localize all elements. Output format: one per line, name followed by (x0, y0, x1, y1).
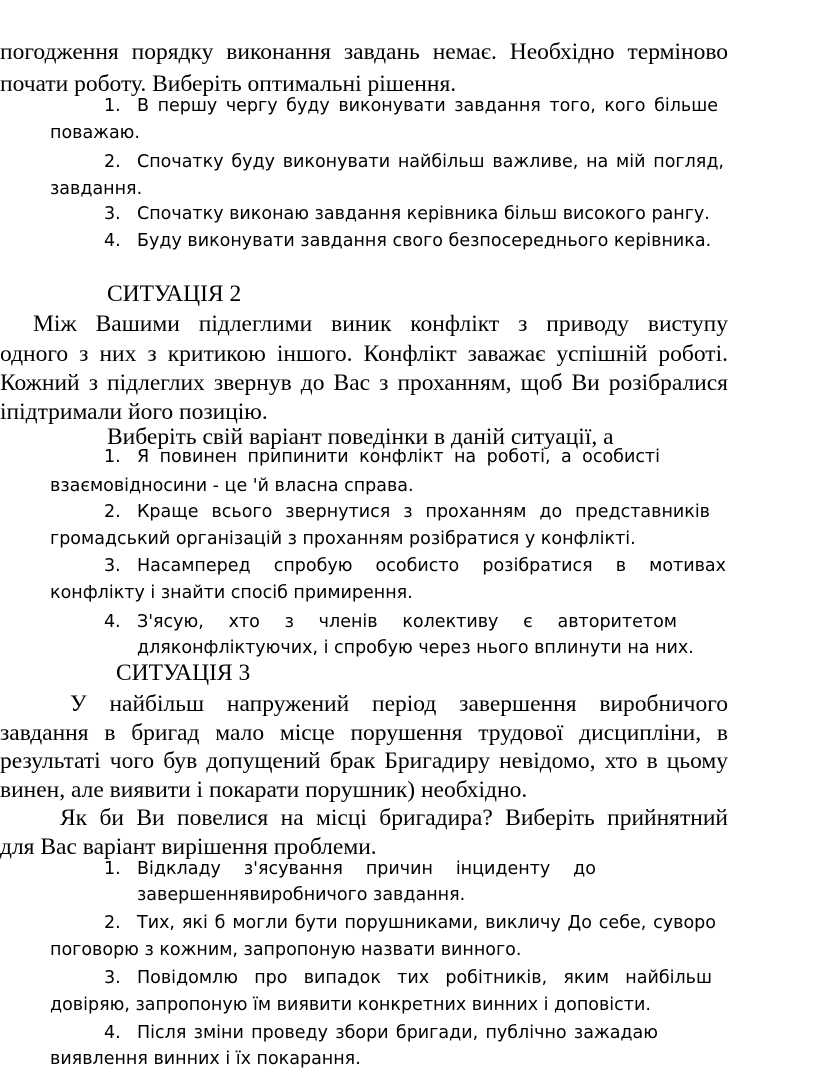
option-text: Тих, які б могли бути порушниками, викличу До себе, суворо (137, 913, 716, 933)
situation-2-heading: СИТУАЦІЯ 2 (107, 281, 242, 307)
s2-option-2 (104, 499, 710, 526)
s2-option-3 (104, 553, 726, 580)
option-text: З'ясую, хто з членів колективу є авторитетом (137, 612, 677, 632)
option-number: 1. (104, 859, 121, 879)
s3-question-line-1: Як би Ви повелися на місці бригадира? Виберіть прийнятний (60, 805, 728, 831)
intro-line-1: погодження порядку виконання завдань немає. Необхідно терміново (0, 39, 728, 65)
option-number: 3. (104, 204, 121, 224)
s2-option-1 (104, 444, 660, 471)
s2-option-2-cont: громадський організацій з проханням розібратися у конфлікті. (50, 529, 636, 549)
s1-option-3 (104, 201, 710, 228)
s3-option-4 (104, 1020, 658, 1047)
s2-option-3-cont: конфлікту і знайти спосіб примирення. (50, 583, 413, 603)
s3-option-3-cont: довіряю, запропоную їм виявити конкретних винних і доповісти. (50, 995, 651, 1015)
s2-prompt: Виберіть свій варіант поведінки в даній ситуації, а (107, 424, 614, 450)
option-number: 2. (104, 502, 121, 522)
option-number: 4. (104, 1023, 121, 1043)
s2-para-line-4: іпідтримали його позицію. (0, 399, 268, 425)
s3-option-3 (104, 965, 712, 992)
s3-option-2-cont: поговорю з кожним, запропоную назвати винного. (50, 940, 522, 960)
s3-option-1 (104, 856, 596, 883)
option-text: В першу чергу буду виконувати завдання того, кого більше (137, 96, 718, 116)
s2-para-line-2: одного з них з критикою іншого. Конфлікт заважає успішній роботі. (0, 341, 728, 367)
s3-para-line-2: завдання в бригад мало місце порушення трудової дисципліни, в (0, 720, 728, 746)
s1-option-1-cont: поважаю. (50, 123, 140, 143)
s1-option-2 (104, 149, 724, 176)
option-text: Буду виконувати завдання свого безпосереднього керівника. (137, 231, 712, 251)
option-text: Після зміни проведу збори бригади, публічно зажадаю (137, 1023, 658, 1043)
s3-para-line-3: результаті чого був допущений брак Бригадиру невідомо, хто в цьому (0, 748, 728, 774)
option-text: Повідомлю про випадок тих робітників, яким найбільш (137, 968, 712, 988)
situation-3-heading: СИТУАЦІЯ 3 (116, 660, 251, 686)
option-number: 2. (104, 152, 121, 172)
s2-para-line-1: Між Вашими підлеглими виник конфлікт з приводу виступу (33, 311, 728, 337)
option-number: 3. (104, 556, 121, 576)
option-number: 1. (104, 447, 121, 467)
option-text: Відкладу з'ясування причин інциденту до (137, 859, 596, 879)
option-text: Краще всього звернутися з проханням до представників (137, 502, 710, 522)
s2-option-1-cont: взаємовідносини - це 'й власна справа. (50, 476, 414, 496)
s3-option-4-cont: виявлення винних і їх покарання. (50, 1049, 361, 1069)
s1-option-2-cont: завдання. (50, 179, 143, 199)
s3-para-line-4: винен, але виявити і покарати порушник) необхідно. (0, 777, 528, 803)
option-text: Я повинен припинити конфлікт на роботі, а особисті (137, 447, 660, 467)
option-number: 4. (104, 231, 121, 251)
intro-line-2: почати роботу. Виберіть оптимальні рішення. (0, 71, 457, 97)
s3-question-line-2: для Вас варіант вирішення проблеми. (0, 834, 377, 860)
option-number: 2. (104, 913, 121, 933)
s3-para-line-1: У найбільш напружений період завершення виробничого (70, 691, 728, 717)
s2-option-4 (104, 609, 677, 636)
option-number: 4. (104, 612, 121, 632)
s1-option-1 (104, 93, 718, 120)
s1-option-4 (104, 228, 711, 255)
option-text: Спочатку буду виконувати найбільш важливе, на мій погляд, (137, 152, 724, 172)
s3-option-1-cont: завершеннявиробничого завдання. (137, 885, 466, 905)
option-text: Спочатку виконаю завдання керівника більш високого рангу. (137, 204, 710, 224)
option-number: 1. (104, 96, 121, 116)
s2-para-line-3: Кожний з підлеглих звернув до Вас з проханням, щоб Ви розібралися (0, 370, 728, 396)
s3-option-2 (104, 910, 716, 937)
option-text: Насамперед спробую особисто розібратися в мотивах (137, 556, 726, 576)
s2-option-4-cont: дляконфліктуючих, і спробую через нього вплинути на них. (137, 638, 694, 658)
option-number: 3. (104, 968, 121, 988)
